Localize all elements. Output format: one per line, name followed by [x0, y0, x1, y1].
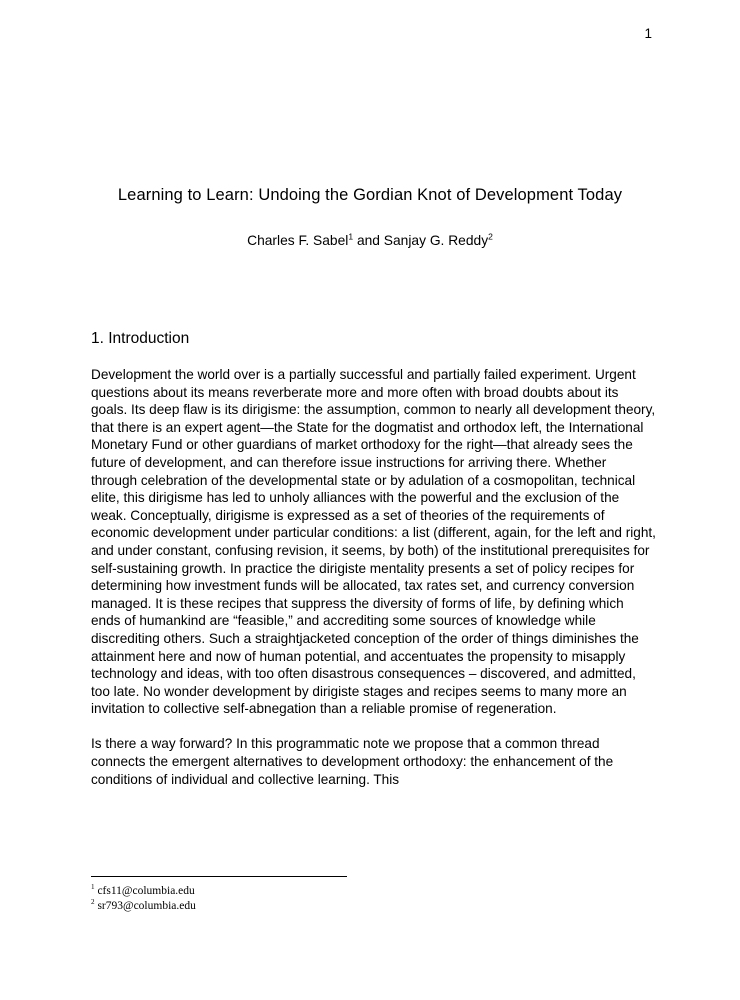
author-2: and Sanjay G. Reddy [353, 233, 489, 248]
page-number: 1 [644, 26, 652, 41]
footnote-1-marker: 1 [91, 883, 95, 892]
footnote-2-text: sr793@columbia.edu [97, 900, 196, 912]
footnote-2-marker: 2 [91, 898, 95, 907]
author-1: Charles F. Sabel [247, 233, 349, 248]
body-content [91, 366, 656, 788]
footnote-1 [91, 884, 656, 899]
author-2-footnote-ref: 2 [488, 231, 493, 242]
authors-line [0, 233, 740, 248]
footnote-separator [91, 876, 347, 877]
footnote-2 [91, 899, 656, 914]
footnote-1-text: cfs11@columbia.edu [97, 885, 195, 897]
paper-title: Learning to Learn: Undoing the Gordian Knot of Development Today [117, 186, 623, 204]
paragraph-2: Is there a way forward? In this programmatic note we propose that a common thread connects the emergent alternatives to development orthodoxy: the enhancement of the conditions of individual and collective learning. This [91, 736, 614, 787]
section-heading: 1. Introduction [91, 330, 190, 347]
footnotes-block [91, 876, 656, 914]
paragraph-1: Development the world over is a partially successful and partially failed experiment. Urgent questions about its means reverberate more and more often with broad doubts about its goals. Its deep flaw is its dirigisme: the assumption, common to nearly all development theory, that there is an expert agent—the State for the dogmatist and orthodox left, the International Monetary Fund or other guardians of market orthodoxy for the right—that already sees the future of development, and can therefore issue instructions for arriving there. Whether through celebration of the developmental state or by adulation of a cosmopolitan, technical elite, this dirigisme has led to unholy alliances with the powerful and the exclusion of the weak. Conceptually, dirigisme is expressed as a set of theories of the requirements of economic development under particular conditions: a list (different, again, for the left and right, and under constant, confusing revision, it seems, by both) of the institutional prerequisites for self-sustaining growth. In practice the dirigiste mentality presents a set of policy recipes for determining how investment funds will be allocated, tax rates set, and currency conversion managed. It is these recipes that suppress the diversity of forms of life, by defining which ends of humankind are “feasible,” and accrediting some sources of knowledge while discrediting others. Such a straightjacketed conception of the order of things diminishes the attainment here and now of human potential, and accentuates the propensity to misapply technology and ideas, with too often disastrous consequences – discovered, and admitted, too late. No wonder development by dirigiste stages and recipes seems to many more an invitation to collective self-abnegation than a reliable promise of regeneration. [91, 367, 656, 717]
author-1-footnote-ref: 1 [348, 231, 354, 242]
